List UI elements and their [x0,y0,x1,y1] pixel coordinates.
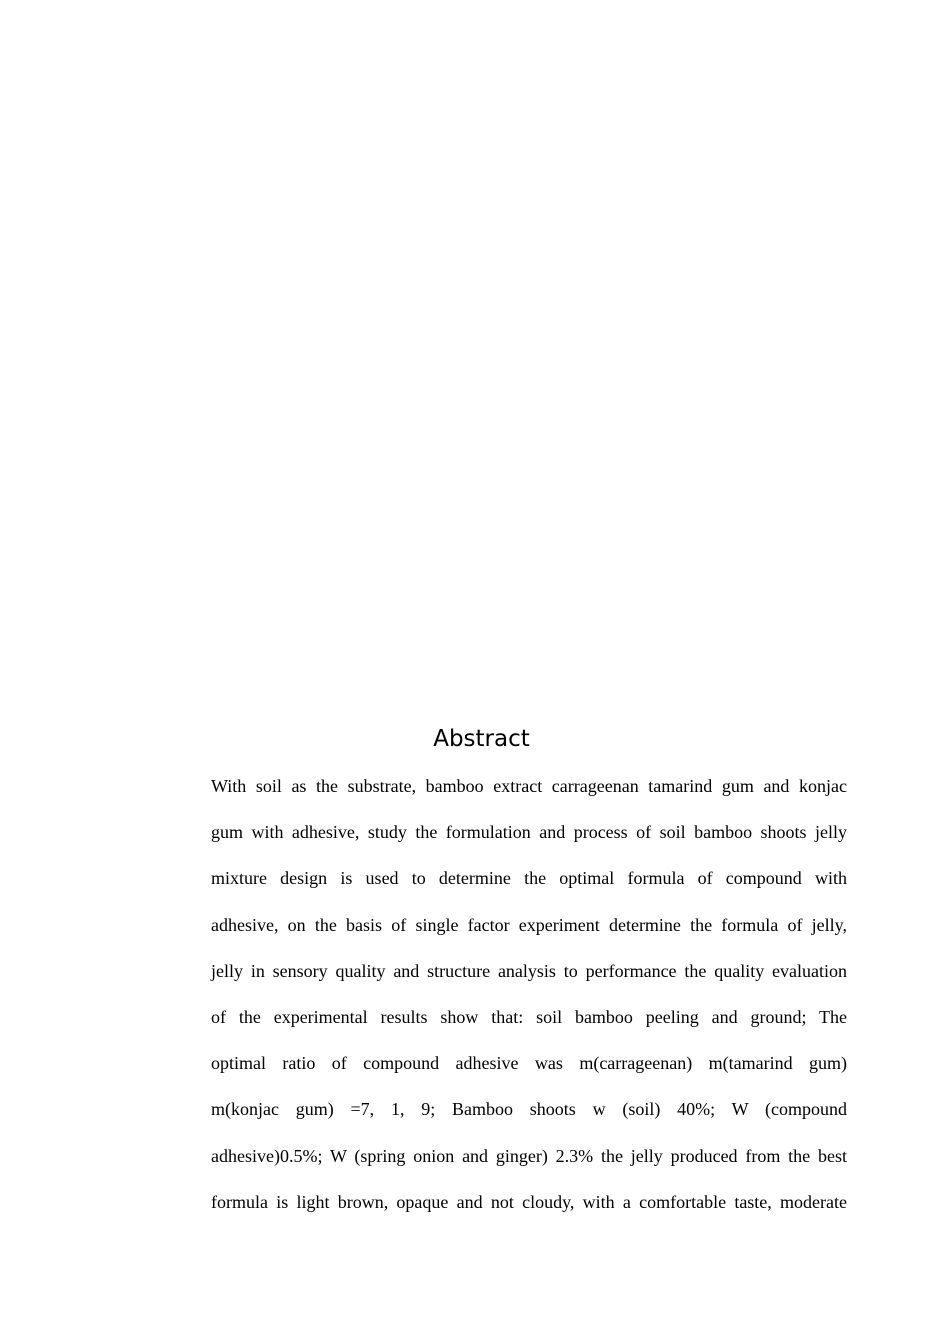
abstract-line: formula is light brown, opaque and not cloudy, with a comfortable taste, moderate [211,1191,847,1212]
abstract-line: adhesive)0.5%; W (spring onion and ginger) 2.3% the jelly produced from the best [211,1145,847,1166]
abstract-line: m(konjac gum) =7, 1, 9; Bamboo shoots w (soil) 40%; W (compound [211,1099,847,1120]
abstract-line: jelly in sensory quality and structure analysis to performance the quality evaluation [211,960,847,981]
abstract-heading: Abstract [433,726,530,752]
abstract-line: adhesive, on the basis of single factor experiment determine the formula of jelly, [211,914,847,935]
abstract-line: With soil as the substrate, bamboo extract carrageenan tamarind gum and konjac [211,776,847,796]
abstract-line: optimal ratio of compound adhesive was m(carrageenan) m(tamarind gum) [211,1053,847,1074]
abstract-line: of the experimental results show that: soil bamboo peeling and ground; The [211,1006,847,1027]
abstract-line: gum with adhesive, study the formulation and process of soil bamboo shoots jelly [211,822,847,843]
abstract-body [211,770,847,1232]
abstract-line: mixture design is used to determine the optimal formula of compound with [211,868,847,889]
